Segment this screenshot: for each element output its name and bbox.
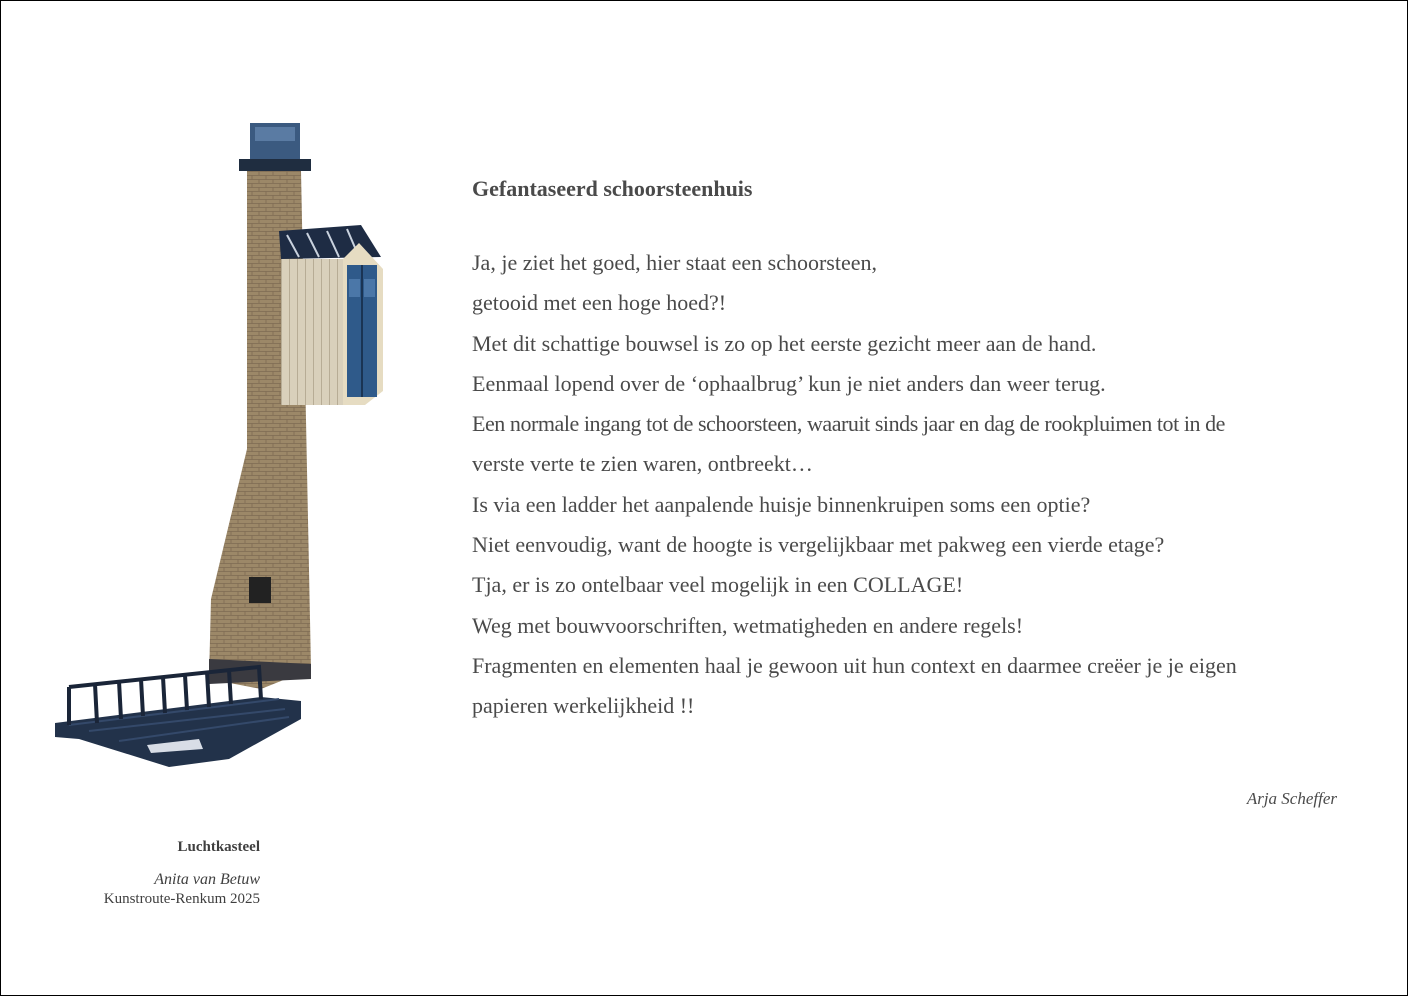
poem-line: Is via een ladder het aanpalende huisje binnenkruipen soms een optie? (472, 491, 1091, 517)
event-name: Kunstroute-Renkum 2025 (103, 891, 260, 907)
poem-author: Arja Scheffer (1246, 789, 1337, 808)
poem-line: Weg met bouwvoorschriften, wetmatigheden en andere regels! (472, 612, 1024, 638)
poem-title: Gefantaseerd schoorsteenhuis (472, 176, 753, 201)
artwork-title: Luchtkasteel (177, 839, 260, 855)
poem-line: Niet eenvoudig, want de hoogte is vergelijkbaar met pakweg een vierde etage? (472, 532, 1165, 558)
artist-name: Anita van Betuw (154, 871, 260, 888)
artwork-caption (104, 839, 260, 908)
poem (472, 173, 1352, 727)
poem-line: Met dit schattige bouwsel is zo op het eerste gezicht meer aan de hand. (472, 330, 1097, 356)
house-wall (281, 259, 343, 405)
poem-line: getooid met een hoge hoed?! (472, 290, 727, 316)
poem-line: Tja, er is zo ontelbaar veel mogelijk in een COLLAGE! (472, 572, 964, 598)
poem-line: Ja, je ziet het goed, hier staat een schoorsteen, (472, 250, 878, 275)
chimney-vent (249, 577, 271, 603)
poem-line: Fragmenten en elementen haal je gewoon uit hun context en daarmee creëer je je eigen (472, 652, 1237, 678)
chimney-house-collage-image (49, 119, 389, 774)
poem-line: papieren werkelijkheid !! (472, 693, 695, 719)
poem-line: verste verte te zien waren, ontbreekt… (472, 451, 813, 477)
poem-line: Een normale ingang tot de schoorsteen, waaruit sinds jaar en dag de rookpluimen tot in de (472, 411, 1225, 437)
poem-line: Eenmaal lopend over de ‘ophaalbrug’ kun je niet anders dan weer terug. (472, 370, 1106, 396)
